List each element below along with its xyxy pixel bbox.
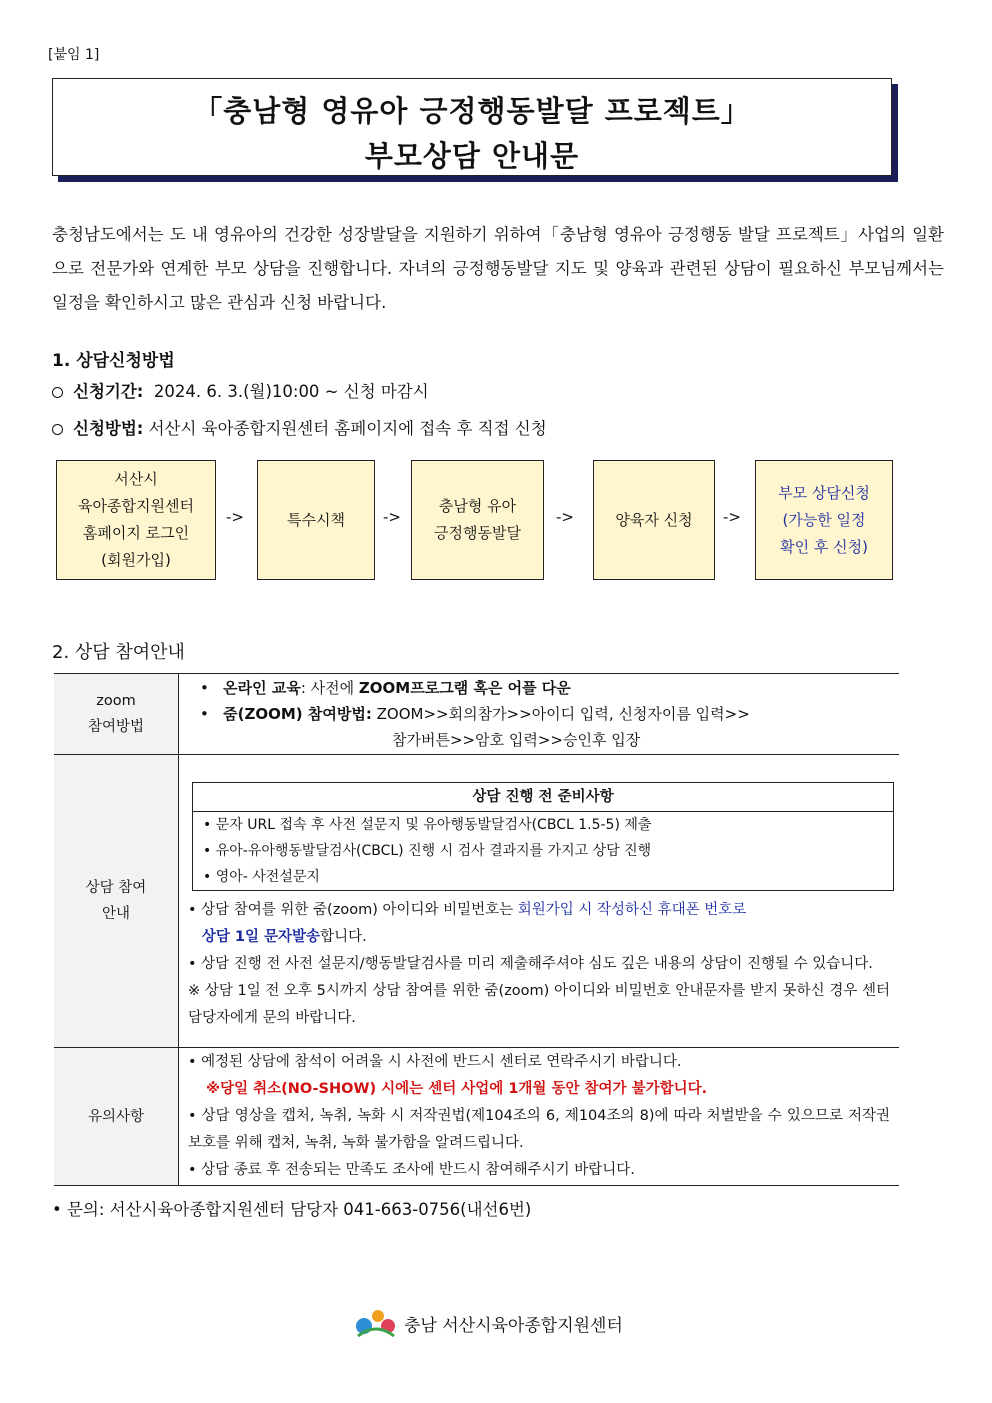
contact-info: • 문의: 서산시육아종합지원센터 담당자 041-663-0756(내선6번) [52,1200,532,1219]
flow-step-login [56,460,216,580]
method-label: 신청방법: [73,419,144,438]
notice-3: ※ 상담 1일 전 오후 5시까지 상담 참여를 위한 줌(zoom) 아이디와 비밀번호 안내문자를 받지 못하신 경우 센터 담당자에게 문의 바랍니다. [188,983,890,1026]
arrow-icon: -> [556,508,574,526]
row-label [54,674,179,755]
row-label: 유의사항 [54,1048,179,1186]
flow-text: 긍정행동발달 [434,524,521,542]
table-row [54,674,899,755]
row-label-text: zoom [96,693,136,709]
title-line2: 부모상담 안내문 [364,139,580,173]
period-line [52,378,429,402]
arrow-icon: -> [226,508,244,526]
table-row [54,755,899,1048]
bold-text: 줌(ZOOM) 참여방법: [223,705,372,723]
bold-text: 온라인 교육 [223,679,301,697]
row-content [179,674,900,755]
circle-bullet-icon [52,387,63,398]
flow-text: 부모 상담신청 [778,483,870,502]
flow-text: 양육자 신청 [615,510,693,529]
flow-step-special [257,460,375,580]
zoom-bullet-2-cont: 참가버튼>>암호 입력>>승인후 입장 [392,731,641,749]
center-logo-icon [354,1306,398,1340]
caution-1: • 예정된 상담에 참석이 어려울 시 사전에 반드시 센터로 연락주시기 바랍니다. [188,1054,682,1070]
table-row [54,1048,899,1186]
attachment-label: [붙임 1] [48,47,100,63]
flow-text: (회원가입) [101,551,171,569]
footer-logo [354,1306,623,1340]
prep-box [192,782,894,891]
section2-heading: 2. 상담 참여안내 [52,642,185,663]
period-label: 신청기간: [73,382,144,401]
row-label-text: 안내 [101,906,130,922]
row-label-text: 참여방법 [87,719,145,735]
flow-text: 충남형 유아 [438,497,517,515]
circle-bullet-icon [52,424,63,435]
row-content [179,755,900,1048]
title-line1: 「충남형 영유아 긍정행동발달 프로젝트」 [193,94,751,128]
flow-text: 특수시책 [287,510,345,529]
text: : 사전에 [300,679,359,697]
bold-text: ZOOM프로그램 혹은 어플 다운 [358,679,571,697]
method-value: 서산시 육아종합지원센터 홈페이지에 접속 후 직접 신청 [148,419,547,438]
row-label-text: 상담 참여 [85,880,147,896]
period-value: 2024. 6. 3.(월)10:00 ~ 신청 마감시 [153,382,429,401]
row-label [54,755,179,1048]
flow-text: (가능한 일정 [782,510,866,529]
logo-text: 충남 서산시육아종합지원센터 [404,1315,623,1336]
flow-text: 홈페이지 로그인 [82,524,190,542]
caution-3: • 상담 종료 후 전송되는 만족도 조사에 반드시 참여해주시기 바랍니다. [188,1162,635,1178]
guide-table [54,673,899,1186]
arrow-icon: -> [383,508,401,526]
prep-title: 상담 진행 전 준비사항 [193,783,893,812]
zoom-bullet-2: • 줌(ZOOM) 참여방법: ZOOM>>회의참가>>아이디 입력, 신청자이름 입력>> [200,705,750,723]
flow-text: 서산시 [114,470,158,488]
flow-text: 육아종합지원센터 [78,497,194,515]
caution-2: • 상담 영상을 캡처, 녹취, 녹화 시 저작권법(제104조의 6, 제104조의 8)에 따라 처벌받을 수 있으므로 저작권 보호를 위해 캡처, 녹취, 녹화 불가함을 알려드립니다. [188,1108,890,1151]
section1-heading: 1. 상담신청방법 [52,351,175,371]
method-line [52,415,547,439]
arrow-icon: -> [723,508,741,526]
notice-1: • 상담 참여를 위한 줌(zoom) 아이디와 비밀번호는 회원가입 시 작성하신 휴대폰 번호로 상담 1일 문자발송합니다. [188,902,747,945]
flow-step-apply [755,460,893,580]
flow-step-guardian [593,460,715,580]
flow-text: 확인 후 신청) [780,537,868,556]
zoom-bullet-1: • 온라인 교육: 사전에 ZOOM프로그램 혹은 어플 다운 [200,679,571,697]
text: ZOOM>>회의참가>>아이디 입력, 신청자이름 입력>> [371,705,750,723]
list-item: • 유아-유아행동발달검사(CBCL) 진행 시 검사 결과지를 가지고 상담 진행 [203,843,652,859]
list-item: • 영아- 사전설문지 [203,869,320,885]
flow-step-program [411,460,544,580]
list-item: • 문자 URL 접속 후 사전 설문지 및 유아행동발달검사(CBCL 1.5-5) 제출 [203,817,652,833]
row-content [179,1048,900,1186]
intro-paragraph: 충청남도에서는 도 내 영유아의 건강한 성장발달을 지원하기 위하여「충남형 영유아 긍정행동 발달 프로젝트」사업의 일환으로 전문가와 연계한 부모 상담을 진행합니다. 자녀의 긍정행동발달 지도 및 양육과 관련된 상담이 필요하신 부모님께서는 일정을 확인하시고 많은 관심과 신청 바랍니다. [52,225,944,312]
no-show-warning: ※당일 취소(NO-SHOW) 시에는 센터 사업에 1개월 동안 참여가 불가합니다. [206,1081,708,1097]
title-box [52,78,892,176]
notice-2: • 상담 진행 전 사전 설문지/행동발달검사를 미리 제출해주셔야 심도 깊은 내용의 상담이 진행될 수 있습니다. [188,956,873,972]
